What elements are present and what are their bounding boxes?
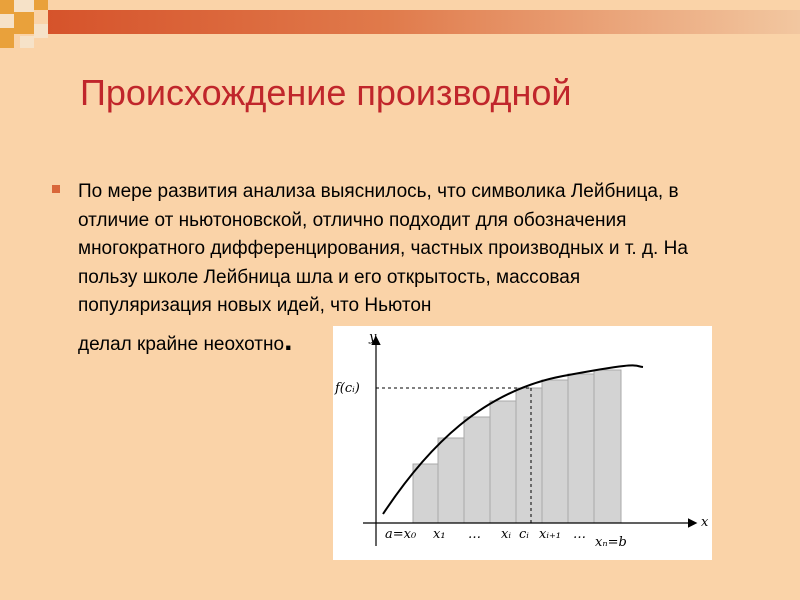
decor-square [34,0,48,10]
fc-label: f(cᵢ) [335,381,360,396]
x-tick-label: cᵢ [519,527,529,542]
x-axis-label: x [701,515,709,530]
decor-square [0,0,14,14]
x-tick-label: a=x₀ [385,527,417,542]
riemann-bar [413,464,438,523]
decor-square [20,36,34,48]
x-tick-label: x₁ [433,527,446,542]
riemann-bars [413,370,621,523]
x-tick-label: … [573,527,586,542]
riemann-bar [438,438,464,523]
riemann-sum-diagram [333,326,712,560]
y-axis-label: y [369,330,377,345]
body-last-text: делал крайне неохотно [78,334,285,355]
riemann-bar [542,380,568,523]
decor-square [0,14,14,28]
riemann-sum-figure [333,326,712,560]
riemann-bar [594,370,621,523]
x-tick-label: xᵢ [501,527,511,542]
x-tick-label: xᵢ₊₁ [539,527,562,542]
decor-square [14,0,34,12]
slide-title: Происхождение производной [80,72,572,113]
body-text: По мере развития анализа выяснилось, что символика Лейбница, в отличие от ньютоновской, отлично подходит для обозначения многократного дифференцирования, частных производных и т. д. На пользу школе Лейбница шла и его открытость, массовая популяризация новых идей, что Ньютон [78,181,688,316]
x-tick-label: … [468,527,481,542]
decor-square [0,28,14,48]
bullet-square-icon [52,185,60,193]
riemann-bar [516,388,542,523]
header-accent-bar [48,10,800,34]
body-end-dot: . [284,324,293,357]
riemann-bar [568,374,594,523]
riemann-bar [464,417,490,523]
decor-square [14,12,34,34]
decor-square [34,24,48,38]
x-tick-label: xₙ=b [595,535,627,550]
body-last-line [78,324,292,358]
riemann-bar [490,401,516,523]
